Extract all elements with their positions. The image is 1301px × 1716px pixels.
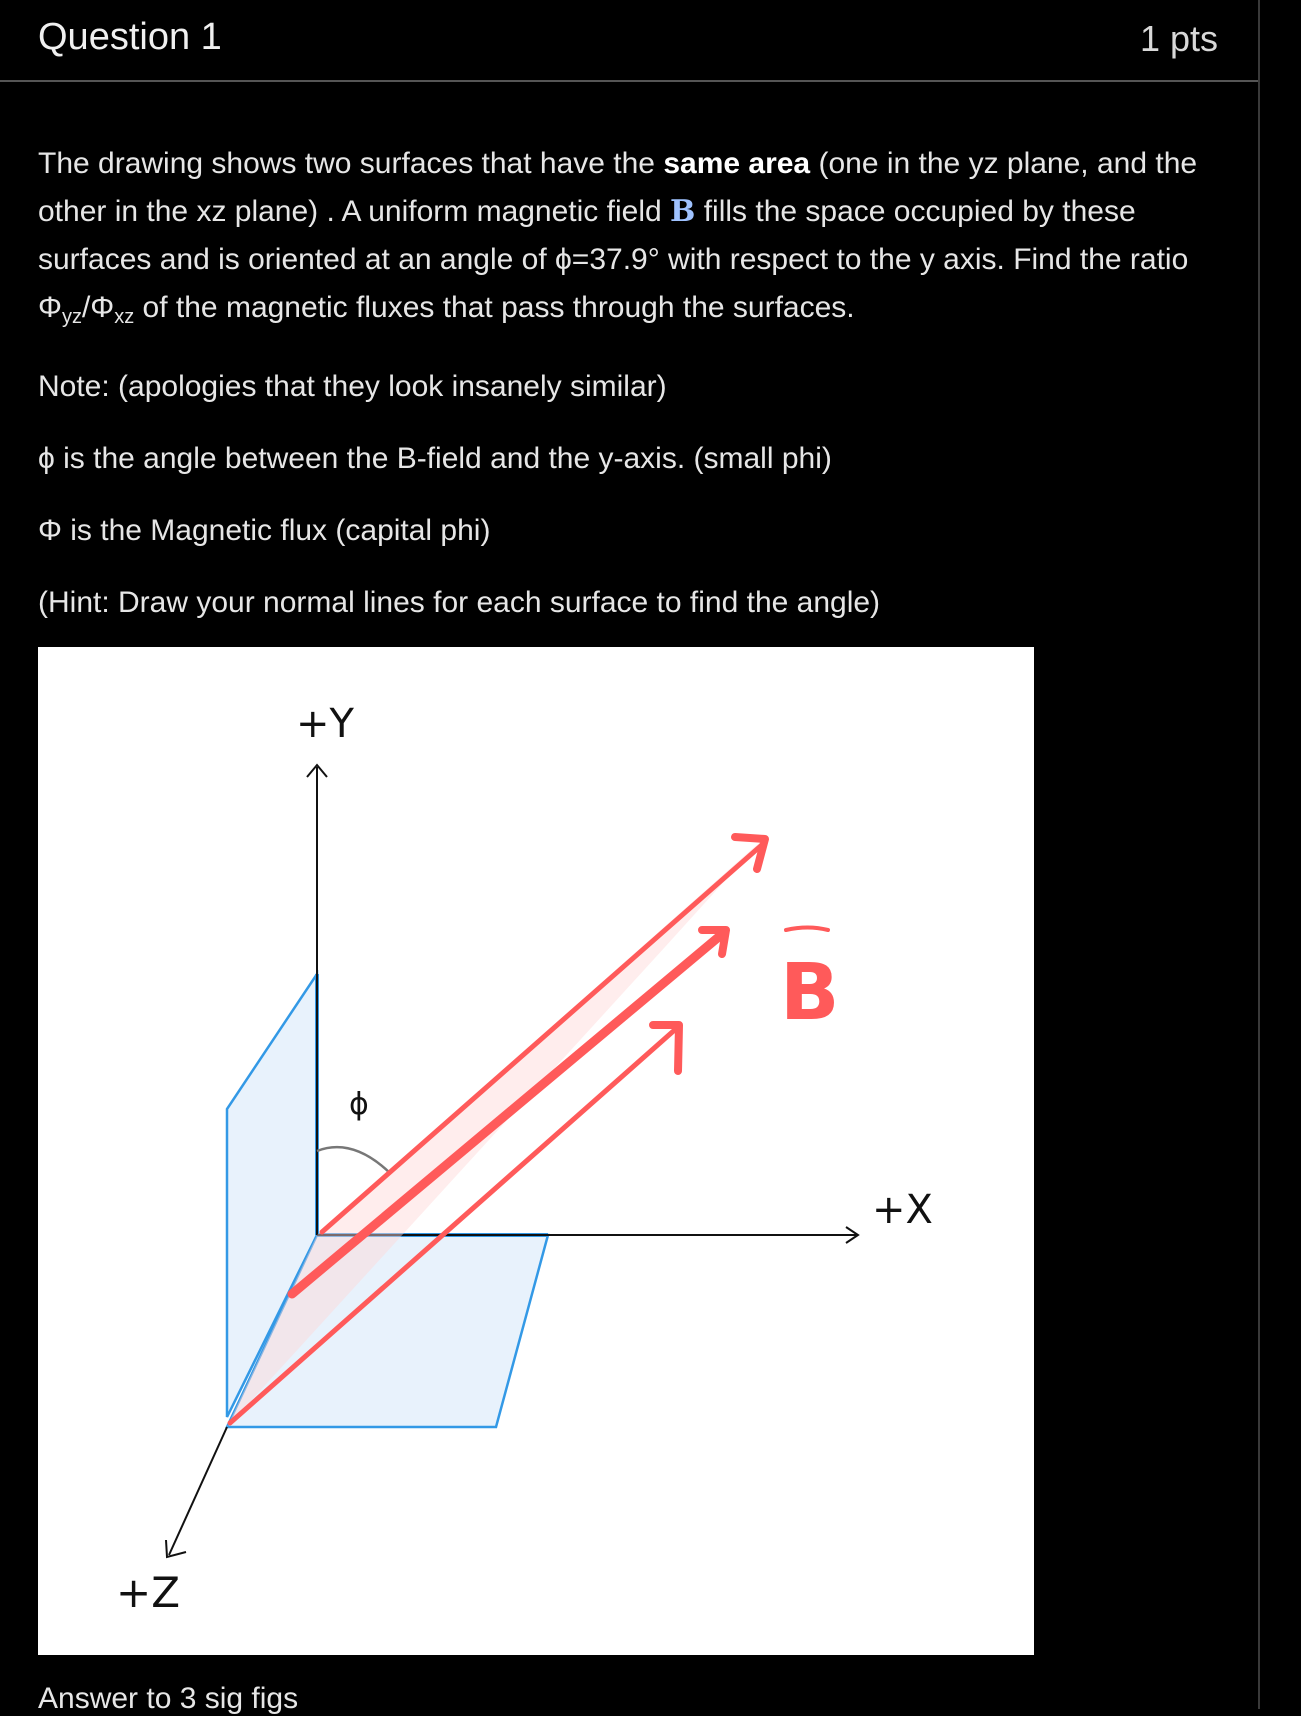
capital-phi-text: Φ is the Magnetic flux (capital phi) <box>38 514 491 547</box>
note-text: Note: (apologies that they look insanely similar) <box>38 370 667 403</box>
b-vector-bar <box>786 928 828 931</box>
phi-angle-arc <box>317 1147 391 1174</box>
question-text-part: The drawing shows two surfaces that have the <box>38 147 664 180</box>
question-text-part: (one in the yz plane, and the other in the xz plane) . A uniform magnetic field <box>38 147 1198 228</box>
subscript-xz: xz <box>114 306 135 328</box>
question-title: Question 1 <box>38 16 222 58</box>
z-axis-line <box>169 1427 227 1555</box>
page-divider <box>1258 0 1260 1709</box>
question-figure <box>38 647 1034 1655</box>
b-field-arrow-top <box>322 843 764 1232</box>
b-vector-symbol: B <box>670 194 696 229</box>
hint-text: (Hint: Draw your normal lines for each surface to find the angle) <box>38 586 881 619</box>
z-axis-label: +Z <box>116 1568 180 1617</box>
y-axis-label: +Y <box>296 701 354 747</box>
question-points: 1 pts <box>1139 18 1218 59</box>
question-body <box>38 140 1218 651</box>
question-text-part: fills the space occupied by these surfaces and is oriented at an angle of ϕ=37.9° with respect to the y axis. Find the ratio Φ <box>38 195 1189 324</box>
subscript-yz: yz <box>61 306 82 328</box>
x-axis-label: +X <box>872 1187 933 1233</box>
small-phi-text: ϕ is the angle between the B-field and the y-axis. (small phi) <box>38 442 832 475</box>
question-bold-text: same area <box>663 147 811 180</box>
question-text-part: of the magnetic fluxes that pass through the surfaces. <box>134 291 855 324</box>
question-header <box>0 0 1258 82</box>
question-text <box>38 140 1218 341</box>
answer-label: Answer to 3 sig figs <box>38 1682 299 1715</box>
figure-drawing <box>38 647 1034 1655</box>
b-field-label: B <box>780 948 840 1038</box>
question-text-part: /Φ <box>81 291 115 324</box>
phi-angle-label: ϕ <box>349 1087 369 1122</box>
